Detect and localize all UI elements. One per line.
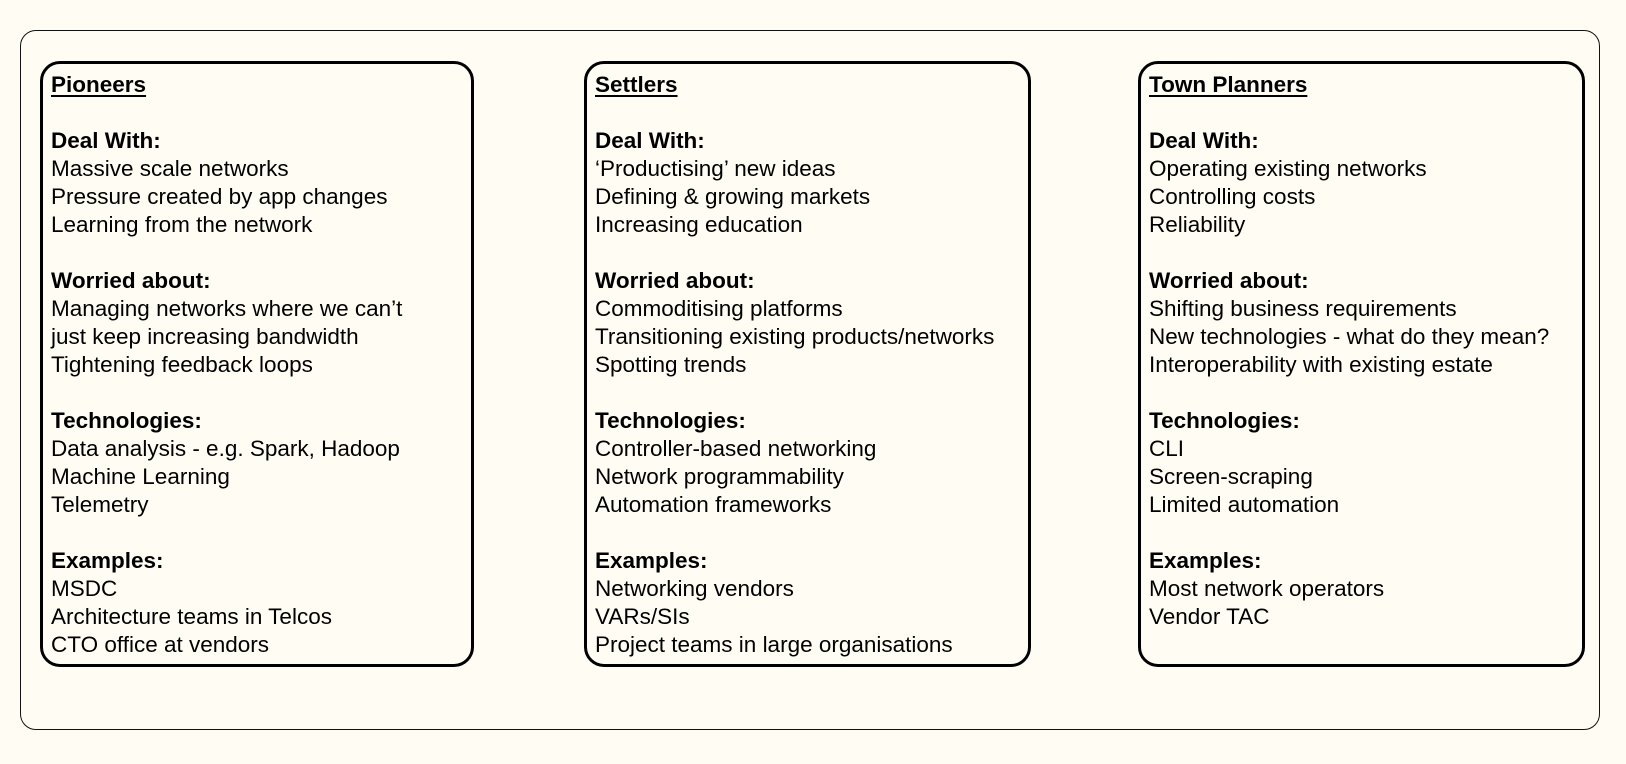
- section-item: Network programmability: [595, 464, 844, 489]
- section-heading: Worried about:: [1149, 268, 1309, 293]
- section-item: ‘Productising’ new ideas: [595, 156, 836, 181]
- section-deal-with: [51, 127, 471, 239]
- section-item: Limited automation: [1149, 492, 1340, 517]
- section-technologies: [595, 407, 1028, 519]
- section-heading: Technologies:: [51, 408, 202, 433]
- section-heading: Worried about:: [51, 268, 211, 293]
- card-title: Town Planners: [1149, 72, 1308, 97]
- section-item: just keep increasing bandwidth: [51, 324, 359, 349]
- section-item: Machine Learning: [51, 464, 230, 489]
- section-item: Vendor TAC: [1149, 604, 1270, 629]
- card-title: Pioneers: [51, 72, 147, 97]
- section-heading: Worried about:: [595, 268, 755, 293]
- section-item: Increasing education: [595, 212, 803, 237]
- section-item: CLI: [1149, 436, 1185, 461]
- section-heading: Deal With:: [1149, 128, 1259, 153]
- section-item: MSDC: [51, 576, 118, 601]
- section-item: Learning from the network: [51, 212, 313, 237]
- section-item: Project teams in large organisations: [595, 632, 953, 657]
- town-planners-card: [1138, 61, 1585, 667]
- card-title: Settlers: [595, 72, 678, 97]
- section-item: Managing networks where we can’t: [51, 296, 403, 321]
- section-worried-about: [1149, 267, 1582, 379]
- section-item: CTO office at vendors: [51, 632, 270, 657]
- settlers-card: [584, 61, 1031, 667]
- section-item: Most network operators: [1149, 576, 1385, 601]
- section-examples: [51, 547, 471, 659]
- section-technologies: [1149, 407, 1582, 519]
- section-item: Massive scale networks: [51, 156, 289, 181]
- section-item: Screen-scraping: [1149, 464, 1313, 489]
- section-heading: Deal With:: [51, 128, 161, 153]
- section-item: Commoditising platforms: [595, 296, 843, 321]
- section-item: Automation frameworks: [595, 492, 832, 517]
- section-item: Shifting business requirements: [1149, 296, 1457, 321]
- section-item: Operating existing networks: [1149, 156, 1427, 181]
- section-heading: Technologies:: [1149, 408, 1300, 433]
- section-deal-with: [1149, 127, 1582, 239]
- section-item: Spotting trends: [595, 352, 747, 377]
- section-item: Defining & growing markets: [595, 184, 871, 209]
- pioneers-card: [40, 61, 474, 667]
- section-item: Data analysis - e.g. Spark, Hadoop: [51, 436, 400, 461]
- section-item: Controlling costs: [1149, 184, 1316, 209]
- section-worried-about: [595, 267, 1028, 379]
- section-examples: [1149, 547, 1582, 631]
- section-heading: Examples:: [1149, 548, 1262, 573]
- section-item: New technologies - what do they mean?: [1149, 324, 1550, 349]
- section-heading: Examples:: [51, 548, 164, 573]
- section-technologies: [51, 407, 471, 519]
- section-examples: [595, 547, 1028, 659]
- section-item: Pressure created by app changes: [51, 184, 388, 209]
- section-item: Controller-based networking: [595, 436, 877, 461]
- section-item: VARs/SIs: [595, 604, 690, 629]
- section-item: Networking vendors: [595, 576, 794, 601]
- section-item: Transitioning existing products/networks: [595, 324, 995, 349]
- section-heading: Technologies:: [595, 408, 746, 433]
- section-item: Architecture teams in Telcos: [51, 604, 332, 629]
- section-item: Telemetry: [51, 492, 149, 517]
- section-heading: Deal With:: [595, 128, 705, 153]
- section-heading: Examples:: [595, 548, 708, 573]
- section-item: Tightening feedback loops: [51, 352, 313, 377]
- section-worried-about: [51, 267, 471, 379]
- section-item: Interoperability with existing estate: [1149, 352, 1493, 377]
- section-item: Reliability: [1149, 212, 1246, 237]
- section-deal-with: [595, 127, 1028, 239]
